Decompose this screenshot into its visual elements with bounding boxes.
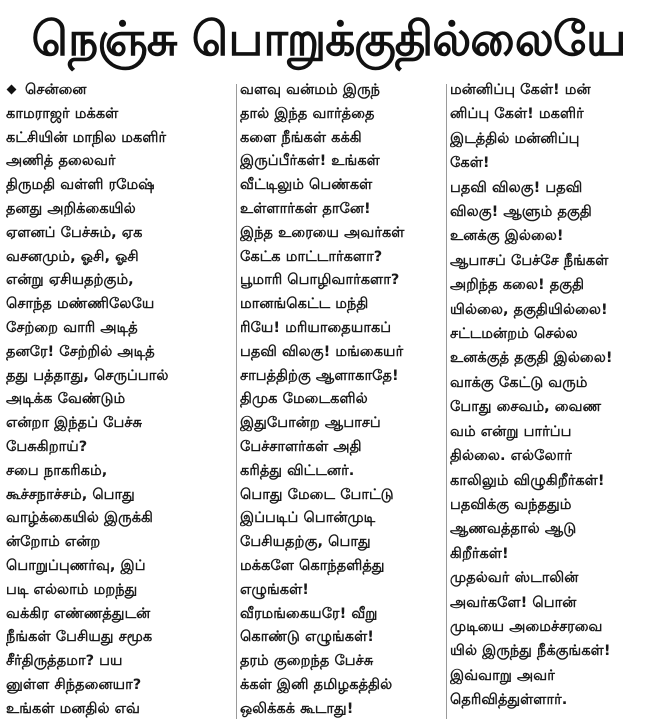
dateline-text: சென்னை	[25, 81, 87, 98]
text-line: உள்ளார்கள் தானே!	[240, 199, 371, 217]
text-line: உனக்கு இல்லை!	[450, 227, 564, 245]
text-line: வாக்கு கேட்டு வரும்	[450, 373, 588, 391]
text-line: தெரிவித்துள்ளார்.	[450, 691, 568, 709]
text-line: பதவிக்கு வந்ததும்	[450, 495, 572, 513]
text-line: இவ்வாறு அவர்	[450, 666, 555, 684]
text-line: பொது மேடை போட்டு	[240, 485, 394, 503]
text-line: அடிக்க வேண்டும்	[6, 390, 126, 408]
text-line: மக்களே கொந்தளித்து	[240, 556, 385, 574]
text-line: ஏளனப் பேச்சும், ஏக	[6, 223, 143, 241]
text-line: பேசியதற்கு, பொது	[240, 533, 371, 551]
diamond-bullet-icon	[7, 85, 17, 95]
text-line: உனக்குத் தகுதி இல்லை!	[450, 349, 613, 367]
text-line: வளவு வன்மம் இருந்	[240, 81, 380, 98]
text-line: சொந்த மண்ணிலேயே	[6, 295, 155, 313]
text-line: எழுங்கள்!	[240, 580, 309, 598]
text-line: தரம் குறைந்த பேச்சு	[240, 652, 374, 670]
text-line: களை நீங்கள் கக்கி	[240, 128, 362, 146]
text-line: கரித்து விட்டனர்.	[240, 461, 355, 479]
text-line: என்று ஏசியதற்கும்,	[6, 271, 134, 289]
text-line: அறிந்த கலை! தகுதி	[450, 276, 585, 294]
text-line: ஆணவத்தால் ஆடு	[450, 520, 577, 538]
text-line: சாபத்திற்கு ஆளாகாதே!	[240, 366, 399, 384]
text-line: என்றா இந்தப் பேச்சு	[6, 414, 143, 432]
column-divider	[236, 84, 237, 719]
text-line: கிறீர்கள்!	[450, 544, 509, 562]
text-line: ன்றோம் என்ற	[6, 533, 101, 551]
text-line: வக்கிர எண்ணத்துடன்	[6, 604, 151, 622]
text-line: வீரமங்கையரே! வீறு	[240, 604, 378, 622]
text-line: திருமதி வள்ளி ரமேஷ்	[6, 176, 155, 194]
text-line: யில் இருந்து நீக்குங்கள்!	[450, 642, 611, 660]
text-line: மன்னிப்பு கேள்! மன்	[450, 81, 591, 98]
text-line: தனரே! சேற்றில் அடித்	[6, 342, 155, 360]
text-line: ஒலிக்கக் கூடாது!	[240, 699, 354, 717]
text-line: யில்லை, தகுதியில்லை!	[450, 300, 608, 318]
article-column-2	[240, 78, 444, 725]
text-line: பதவி விலகு! பதவி	[450, 178, 583, 196]
text-line: முதல்வர் ஸ்டாலின்	[450, 569, 579, 587]
column-divider	[446, 84, 447, 719]
text-line: தனது அறிக்கையில்	[6, 199, 136, 217]
text-line: க்கள் இனி தமிழகத்தில்	[240, 675, 393, 693]
text-line: இருப்பீர்கள்! உங்கள்	[240, 152, 380, 170]
headline: நெஞ்சு பொறுக்குதில்லையே	[31, 12, 626, 67]
text-line: பேசுகிறாய்?	[6, 437, 88, 455]
text-line: னுள்ள சிந்தனையா?	[6, 675, 142, 693]
text-line: மானங்கெட்ட மந்தி	[240, 295, 369, 313]
text-line: பூமாரி பொழிவார்களா?	[240, 271, 400, 289]
text-line: காமராஜர் மக்கள்	[6, 104, 119, 122]
text-line: கட்சியின் மாநில மகளிர்	[6, 128, 167, 146]
text-line: ரியே! மரியாதையாகப்	[240, 318, 392, 336]
text-line: இந்த உரையை அவர்கள்	[240, 223, 405, 241]
text-line: கேள்!	[450, 154, 490, 172]
text-line: கேட்க மாட்டார்களா?	[240, 247, 383, 265]
text-line: நீங்கள் பேசியது சமூக	[6, 628, 153, 646]
text-line: காலிலும் விழுகிறீர்கள்!	[450, 471, 605, 489]
text-line: உங்கள் மனதில் எவ்	[6, 699, 141, 717]
text-line: பேச்சாளர்கள் அதி	[240, 437, 362, 455]
text-line: பதவி விலகு! மங்கையர்	[240, 342, 404, 360]
text-line: வம் என்று பார்ப்ப	[450, 422, 572, 440]
text-line: இடத்தில் மன்னிப்பு	[450, 129, 580, 147]
text-line: முடியை அமைச்சரவை	[450, 617, 603, 635]
text-line: விலகு! ஆளும் தகுதி	[450, 203, 592, 221]
text-line: இப்படிப் பொன்முடி	[240, 509, 376, 527]
text-line: அணித் தலைவர்	[6, 152, 116, 170]
text-line: கொண்டு எழுங்கள்!	[240, 628, 374, 646]
text-line: தால் இந்த வார்த்தை	[240, 104, 375, 122]
text-line: திமுக மேடைகளில்	[240, 390, 368, 408]
text-line: னிப்பு கேள்! மகளிர்	[450, 105, 584, 123]
dateline	[6, 78, 234, 102]
text-line: தது பத்தாது, செருப்பால்	[6, 366, 169, 384]
text-line: சீர்திருத்தமா? பய	[6, 652, 123, 670]
text-line: இதுபோன்ற ஆபாசப்	[240, 414, 381, 432]
text-line: கூச்சநாச்சம், பொது	[6, 485, 135, 503]
text-line: சேற்றை வாரி அடித்	[6, 318, 138, 336]
text-line: வீட்டிலும் பெண்கள்	[240, 176, 373, 194]
article-column-3	[450, 78, 652, 725]
text-line: ஆபாசப் பேச்சே நீங்கள்	[450, 251, 609, 269]
text-line: தில்லை. எல்லோர்	[450, 447, 572, 465]
text-line: சபை நாகரிகம்,	[6, 461, 108, 479]
article-column-1	[6, 78, 234, 725]
text-line: போது சைவம், வைண	[450, 398, 602, 416]
text-line: படி எல்லாம் மறந்து	[6, 580, 138, 598]
text-line: அவர்களே! பொன்	[450, 593, 577, 611]
text-line: சட்டமன்றம் செல்ல	[450, 325, 578, 343]
text-line: வாழ்க்கையில் இருக்கி	[6, 509, 153, 527]
text-line: பொறுப்புணர்வு, இப்	[6, 556, 146, 574]
text-line: வசனமும், ஓசி, ஓசி	[6, 247, 139, 265]
